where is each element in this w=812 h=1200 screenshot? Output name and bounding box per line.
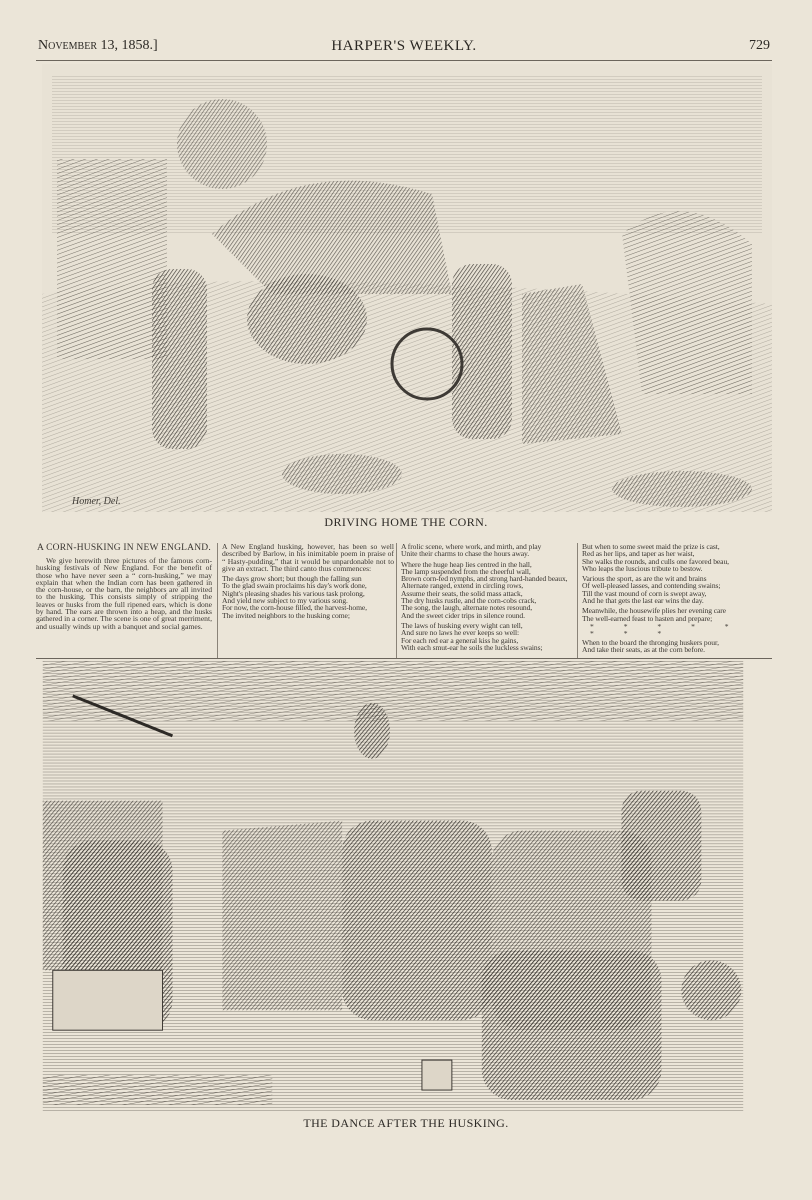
poem-line: And take their seats, as at the corn before.	[582, 645, 705, 655]
poem-line: Who leaps the luscious tribute to bestow.	[582, 563, 703, 573]
article-body	[36, 543, 772, 658]
poem-stanza-5	[582, 607, 772, 622]
page-number: 729	[749, 38, 770, 53]
engraving-farm-scene	[42, 64, 772, 512]
column-4	[577, 543, 772, 658]
poem-line: The days grow short; but though the falling sun	[222, 574, 362, 584]
poem-line: Brown corn-fed nymphs, and strong hard-handed beaux,	[401, 574, 568, 584]
tree	[177, 99, 267, 189]
poem-stanza-1a	[222, 575, 394, 619]
article-paragraph-1: We give herewith three pictures of the famous corn-husking festivals of New England. For the benefit of those who have never seen a “ corn-husking,” we may explain that when the Indian corn has been gathered in the corn-house, or the barn, the neighbors are all invited to the husking. This consists simply of stripping the leaves or husks from the full ripened ears, which is done by hand. The ears are thrown into a heap, and the husks gathered in a corner. The scene is one of great merriment, and usually winds up with a banquet and social games.	[36, 556, 212, 631]
dancing-woman	[222, 821, 342, 1011]
poem-line: The lamp suspended from the cheerful wall,	[401, 566, 531, 576]
poem-line: The song, the laugh, alternate notes resound,	[401, 603, 533, 613]
table-with-newspaper	[53, 970, 163, 1030]
hanging-hat	[354, 703, 390, 759]
dancing-men	[342, 821, 492, 1021]
poem-line: And he that gets the last ear wins the day.	[582, 596, 704, 606]
section-rule	[36, 658, 772, 659]
ceiling-beams	[43, 661, 743, 721]
column-2	[217, 543, 394, 658]
publication-title: HARPER'S WEEKLY.	[331, 38, 477, 54]
poem-stanza-2	[401, 561, 577, 619]
poem-line: The well-earned feast to hasten and prepare;	[582, 613, 713, 623]
fiddler	[621, 791, 701, 901]
poem-line: For each red ear a general kiss he gains,	[401, 635, 519, 645]
poem-line: The invited neighbors to the husking come;	[222, 610, 350, 620]
poem-line: Unite their charms to chase the hours away.	[401, 549, 530, 559]
oxen	[247, 274, 367, 364]
bucket	[422, 1060, 452, 1090]
poem-stanza-4	[582, 575, 772, 604]
header-rule	[36, 60, 772, 61]
poem-line: Various the sport, as are the wit and brains	[582, 574, 707, 584]
poem-line: Night's pleasing shades his various task prolong,	[222, 588, 365, 598]
poem-line: The laws of husking every wight can tell,	[401, 620, 523, 630]
barn	[57, 159, 167, 359]
barrel	[681, 960, 741, 1020]
poem-line: But when to some sweet maid the prize is cast,	[582, 542, 720, 551]
caption-driving-home-the-corn: DRIVING HOME THE CORN.	[324, 515, 488, 529]
man-carrying-corn	[452, 264, 512, 439]
poem-line: To the glad swain proclaims his day's work done,	[222, 581, 367, 591]
poem-line: She walks the rounds, and culls one favored beau,	[582, 556, 729, 566]
poem-line: A frolic scene, where work, and mirth, and play	[401, 542, 542, 551]
illustration-driving-home-the-corn	[42, 64, 772, 512]
poem-stanza-1b	[401, 543, 577, 558]
poem-stanza-3b	[582, 543, 772, 572]
poem-line: With each smut-ear he soils the luckless swains;	[401, 642, 543, 652]
poem-stanza-3a	[401, 622, 577, 651]
poem-line: Meanwhile, the housewife plies her evening care	[582, 606, 726, 616]
poem-line: And yield new subject to my various song.	[222, 596, 348, 606]
article-heading: A CORN-HUSKING IN NEW ENGLAND.	[37, 543, 211, 553]
column-3	[396, 543, 577, 658]
article-paragraph-2: A New England husking, however, has been so well described by Barlow, in his inimitable poem in praise of “ Hasty-pudding,” that it would be unpardonable not to give an extract. The third canto thus commences:	[222, 542, 394, 573]
seated-couple	[482, 950, 662, 1100]
poem-stanza-6	[582, 639, 772, 654]
poem-line: Alternate ranged, extend in circling rows,	[401, 581, 524, 591]
floor-husks	[43, 1075, 272, 1105]
farmer-figure	[152, 269, 207, 449]
poem-line: Of well-pleased lasses, and contending swains;	[582, 581, 721, 591]
poem-line: When to the board the thronging huskers pour,	[582, 637, 719, 647]
poem-line: For now, the corn-house filled, the harvest-home,	[222, 603, 367, 613]
ellipsis-stars: * * * * * * * *	[590, 621, 743, 638]
issue-date: November 13, 1858.]	[38, 38, 158, 53]
poem-line: Red as her lips, and taper as her waist,	[582, 549, 695, 559]
caption-dance-after-the-husking: THE DANCE AFTER THE HUSKING.	[303, 1116, 509, 1130]
cornfield	[622, 211, 752, 394]
column-1	[36, 543, 212, 658]
poem-line: The dry husks rustle, and the corn-cobs crack,	[401, 596, 537, 606]
dog-and-stump	[282, 454, 402, 494]
poem-line: And sure no laws he ever keeps so well:	[401, 628, 519, 638]
poem-line: And the sweet cider trips in silence round.	[401, 610, 525, 620]
poem-line: Where the huge heap lies centred in the hall,	[401, 559, 532, 569]
page-header	[38, 38, 770, 58]
poem-line: Assume their seats, the solid mass attack,	[401, 588, 523, 598]
pumpkins	[612, 471, 752, 507]
engraving-dance-scene	[42, 661, 744, 1112]
illustration-dance-after-the-husking	[42, 661, 744, 1112]
artist-signature: Homer, Del.	[72, 496, 121, 507]
poem-line: Till the vast mound of corn is swept away,	[582, 588, 707, 598]
